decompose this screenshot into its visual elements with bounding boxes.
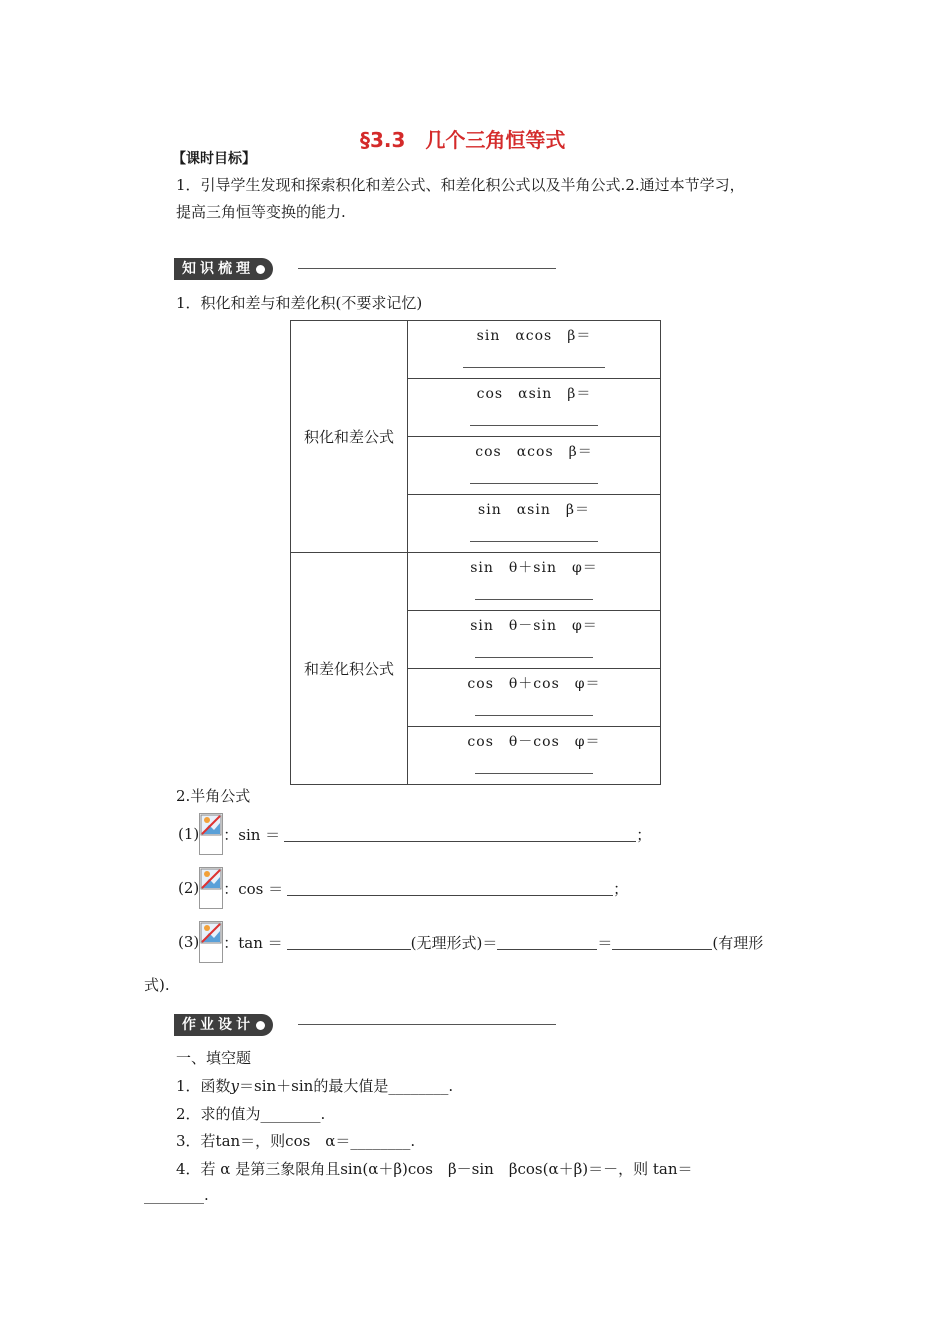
variable-y: y bbox=[230, 1077, 240, 1095]
table-row: cos αcos β＝ bbox=[408, 437, 661, 495]
half-angle-3-wrap: 式). bbox=[144, 976, 170, 994]
answer-blank[interactable] bbox=[470, 475, 598, 484]
page-title: §3.3 几个三角恒等式 bbox=[360, 128, 566, 152]
banner-rule bbox=[298, 1024, 556, 1025]
table-row: cos θ＋cos φ＝ bbox=[408, 669, 661, 727]
formula-table bbox=[290, 320, 661, 785]
table-row: sin θ－sin φ＝ bbox=[408, 611, 661, 669]
table-row: cos θ－cos φ＝ bbox=[408, 727, 661, 785]
banner-rule bbox=[298, 268, 556, 269]
question-1: 1．函数y＝sin＋sin的最大值是________. bbox=[176, 1077, 454, 1095]
question-4: 4．若 α 是第三象限角且sin(α＋β)cos β－sin βcos(α＋β)＝－，则 tan＝ bbox=[176, 1160, 693, 1178]
broken-image-icon bbox=[199, 867, 223, 909]
section-banner-knowledge bbox=[174, 258, 564, 280]
answer-blank[interactable] bbox=[287, 881, 613, 896]
answer-blank[interactable] bbox=[470, 417, 598, 426]
answer-blank[interactable] bbox=[475, 649, 593, 658]
question-2: 2．求的值为________. bbox=[176, 1105, 326, 1123]
fill-in-heading: 一、填空题 bbox=[176, 1049, 252, 1067]
item-1-heading: 1．积化和差与和差化积(不要求记忆) bbox=[176, 294, 423, 312]
answer-blank[interactable] bbox=[463, 359, 605, 368]
objectives-line-2: 提高三角恒等变换的能力. bbox=[176, 203, 346, 221]
answer-blank[interactable] bbox=[284, 827, 636, 842]
half-angle-1: (1) ：sin ＝ ； bbox=[178, 812, 651, 856]
answer-blank[interactable] bbox=[475, 765, 593, 774]
answer-blank[interactable] bbox=[497, 935, 597, 950]
group-product-to-sum: 积化和差公式 bbox=[291, 321, 408, 553]
answer-blank[interactable] bbox=[475, 707, 593, 716]
banner-label: 知识梳理 bbox=[182, 261, 254, 277]
item-2-heading: 2.半角公式 bbox=[176, 787, 251, 805]
answer-blank[interactable] bbox=[612, 935, 712, 950]
half-angle-2: (2) ：cos ＝ ； bbox=[178, 866, 628, 910]
objectives-label: 【课时目标】 bbox=[172, 151, 256, 167]
objectives-line-1: 1．引导学生发现和探索积化和差公式、和差化积公式以及半角公式.2.通过本节学习， bbox=[176, 176, 745, 194]
question-4-wrap: ________. bbox=[144, 1186, 209, 1204]
answer-blank[interactable] bbox=[470, 533, 598, 542]
table-row: sin αsin β＝ bbox=[408, 495, 661, 553]
table-row: sin θ＋sin φ＝ bbox=[408, 553, 661, 611]
banner-label: 作业设计 bbox=[182, 1017, 254, 1033]
answer-blank[interactable] bbox=[287, 935, 411, 950]
bullet-icon bbox=[256, 265, 265, 274]
section-banner-homework bbox=[174, 1014, 564, 1036]
broken-image-icon bbox=[199, 813, 223, 855]
group-sum-to-product: 和差化积公式 bbox=[291, 553, 408, 785]
table-row: sin αcos β＝ bbox=[408, 321, 661, 379]
bullet-icon bbox=[256, 1021, 265, 1030]
half-angle-3: (3) ：tan ＝ (无理形式)＝ ＝ (有理形 bbox=[178, 920, 763, 964]
answer-blank[interactable] bbox=[475, 591, 593, 600]
table-row: cos αsin β＝ bbox=[408, 379, 661, 437]
question-3: 3．若tan＝，则cos α＝________. bbox=[176, 1132, 416, 1150]
broken-image-icon bbox=[199, 921, 223, 963]
